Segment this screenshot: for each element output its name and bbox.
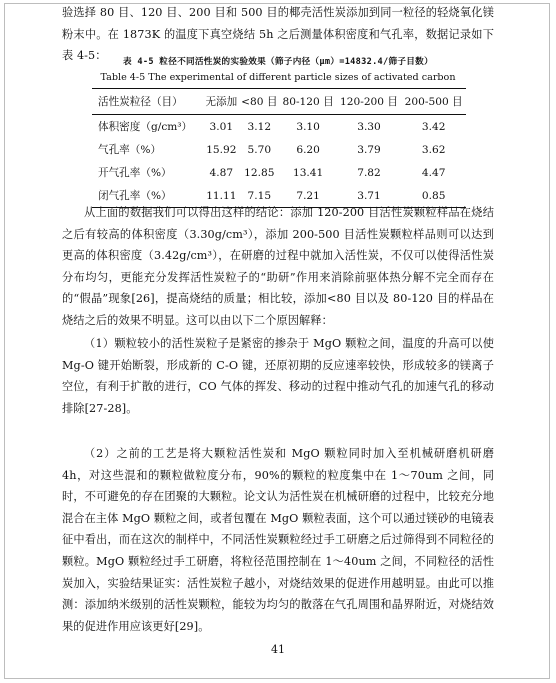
table-cell: 3.62 xyxy=(421,143,446,156)
header-cell: 120-200 目 xyxy=(337,89,402,115)
reason-2-paragraph: （2）之前的工艺是将大颗粒活性炭和 MgO 颗粒同时加入至机械研磨机研磨 4h，对这些混和的颗粒做粒度分布，90%的颗粒的粒度集中在 1～70um 之间，同时，不可避免的存在团聚的大颗粒。论文认为活性炭在机械研磨的过程中，比较充分地混合在主体 MgO 颗粒之间，或者包覆在 MgO 颗粒表面，这个可以通过镁砂的电镜表征中看出，而在这次的制样中，不同活性炭颗粒经过手工研磨之后过筛得到不同粒径的颗粒。MgO 颗粒经过手工研磨，将粒径范围控制在 1～40um 之间，不同粒径的活性炭加入，实验结果证实：活性炭粒子越小，对烧结效果的促进作用越明显。由此可以推测：添加纳米级别的活性炭颗粒，能较为均匀的散落在气孔周围和晶界附近，对烧结效果的促进作用应该更好[29]。 xyxy=(62,447,495,633)
table-row xyxy=(92,161,466,184)
conclusion-paragraph: 从上面的数据我们可以得出这样的结论：添加 120-200 目活性炭颗粒样品在烧结之后有较高的体积密度（3.30g/cm³），添加 200-500 目活性炭颗粒样品则可以达到更高的体积密度（3.42g/cm³），在研磨的过程中就加入活性炭，不仅可以使得活性炭分布均匀，更能充分发挥活性炭粒子的“助研”作用来消除前驱体热分解不完全而存在的“假晶”现象[26]，提高烧结的质量；相比较，添加<80 目以及 80-120 目的样品在烧结之后的效果不明显。这可以由以下二个原因解释： xyxy=(62,206,494,327)
table-cell: 3.42 xyxy=(421,120,446,133)
table-cell: 13.41 xyxy=(292,166,324,179)
row-label: 气孔率（%） xyxy=(98,144,162,156)
row-label: 闭气孔率（%） xyxy=(92,184,204,208)
header-cell: 无添加 xyxy=(204,89,239,115)
reason-1-paragraph: （1）颗粒较小的活性炭粒子是紧密的掺杂于 MgO 颗粒之间，温度的升高可以使 Mg-O 键开始断裂，形成新的 C-O 键，还原初期的反应速率较快，形成较多的镁离子空位，有利于扩散的进行，CO 气体的挥发、移动的过程中推动气孔的加速气孔的移动排除[27-28]。 xyxy=(62,337,494,415)
table-cell: 7.82 xyxy=(357,166,381,179)
table-cell: 15.92 xyxy=(206,143,237,156)
header-cell: 活性炭粒径（目） xyxy=(92,89,204,115)
table-caption-cn: 表 4-5 粒径不同活性炭的实验效果（筛子内径（μm）=14832.4/筛子目数） xyxy=(123,57,433,67)
table-cell: 7.15 xyxy=(239,184,280,208)
table-cell: 3.79 xyxy=(357,143,381,156)
table-cell: 4.87 xyxy=(209,166,234,179)
row-label: 开气孔率（%） xyxy=(98,167,172,179)
row-label: 体积密度（g/cm³） xyxy=(98,121,193,133)
table-caption-en: Table 4-5 The experimental of different particle sizes of activated carbon xyxy=(100,72,456,83)
table-cell: 5.70 xyxy=(247,143,272,156)
table-cell: 3.30 xyxy=(357,120,381,133)
intro-paragraph: 验选择 80 目、120 目、200 目和 500 目的椰壳活性炭添加到同一粒径的轻烧氧化镁粉末中。在 1873K 的温度下真空烧结 5h 之后测量体积密度和气孔率，数据记录如下表 4-5： xyxy=(62,6,494,63)
table-cell: 3.01 xyxy=(209,120,234,133)
results-table xyxy=(92,88,466,208)
table-header-row xyxy=(92,89,466,115)
table-cell: 4.47 xyxy=(421,166,446,179)
page-number: 41 xyxy=(271,643,285,656)
header-cell: 80-120 目 xyxy=(280,89,337,115)
table-cell: 12.85 xyxy=(244,166,275,179)
header-cell: 200-500 目 xyxy=(401,89,466,115)
table-cell: 0.85 xyxy=(401,184,466,208)
table-cell: 3.71 xyxy=(337,184,402,208)
table-row xyxy=(92,138,466,161)
table-row xyxy=(92,115,466,139)
table-cell: 11.11 xyxy=(204,184,239,208)
table-cell: 3.10 xyxy=(296,120,320,133)
table-cell: 3.12 xyxy=(247,120,272,133)
header-cell: <80 目 xyxy=(239,89,280,115)
table-cell: 7.21 xyxy=(280,184,337,208)
table-cell: 6.20 xyxy=(296,143,320,156)
